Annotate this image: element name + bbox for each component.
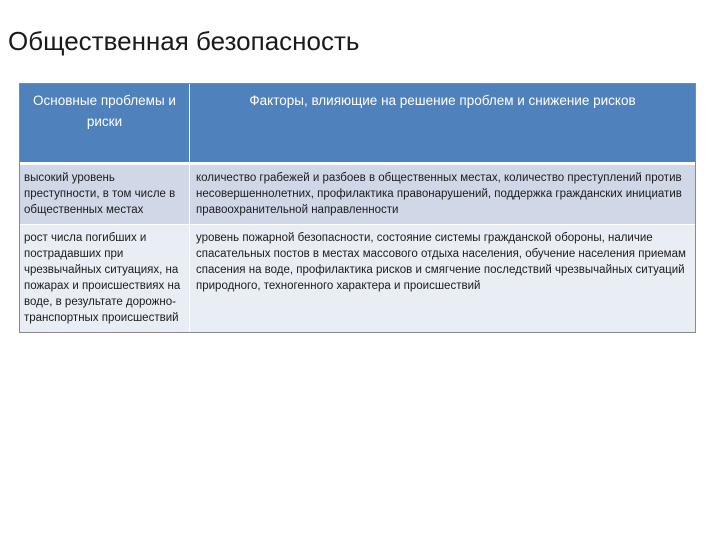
header-problems: Основные проблемы и риски (20, 84, 190, 164)
table-row (20, 164, 696, 225)
table-row (20, 225, 696, 333)
header-factors: Факторы, влияющие на решение проблем и снижение рисков (190, 84, 696, 164)
problem-cell: рост числа погибших и пострадавших при чрезвычайных ситуациях, на пожарах и происшествиях на воде, в результате дорожно-транспортных происшествий (20, 225, 190, 333)
page-title: Общественная безопасность (8, 26, 360, 56)
risks-table (19, 83, 696, 333)
table-header-row (20, 84, 696, 164)
factors-cell: уровень пожарной безопасности, состояние системы гражданской обороны, наличие спасательных постов в местах массового отдыха населения, обучение населения приемам спасения на воде, профилактика рисков и смягчение последствий чрезвычайных ситуаций природного, техногенного характера и происшествий (190, 225, 696, 333)
problem-cell: высокий уровень преступности, в том числе в общественных местах (20, 164, 190, 225)
factors-cell: количество грабежей и разбоев в общественных местах, количество преступлений против несовершеннолетних, профилактика правонарушений, поддержка гражданских инициатив правоохранительной направленности (190, 164, 696, 225)
